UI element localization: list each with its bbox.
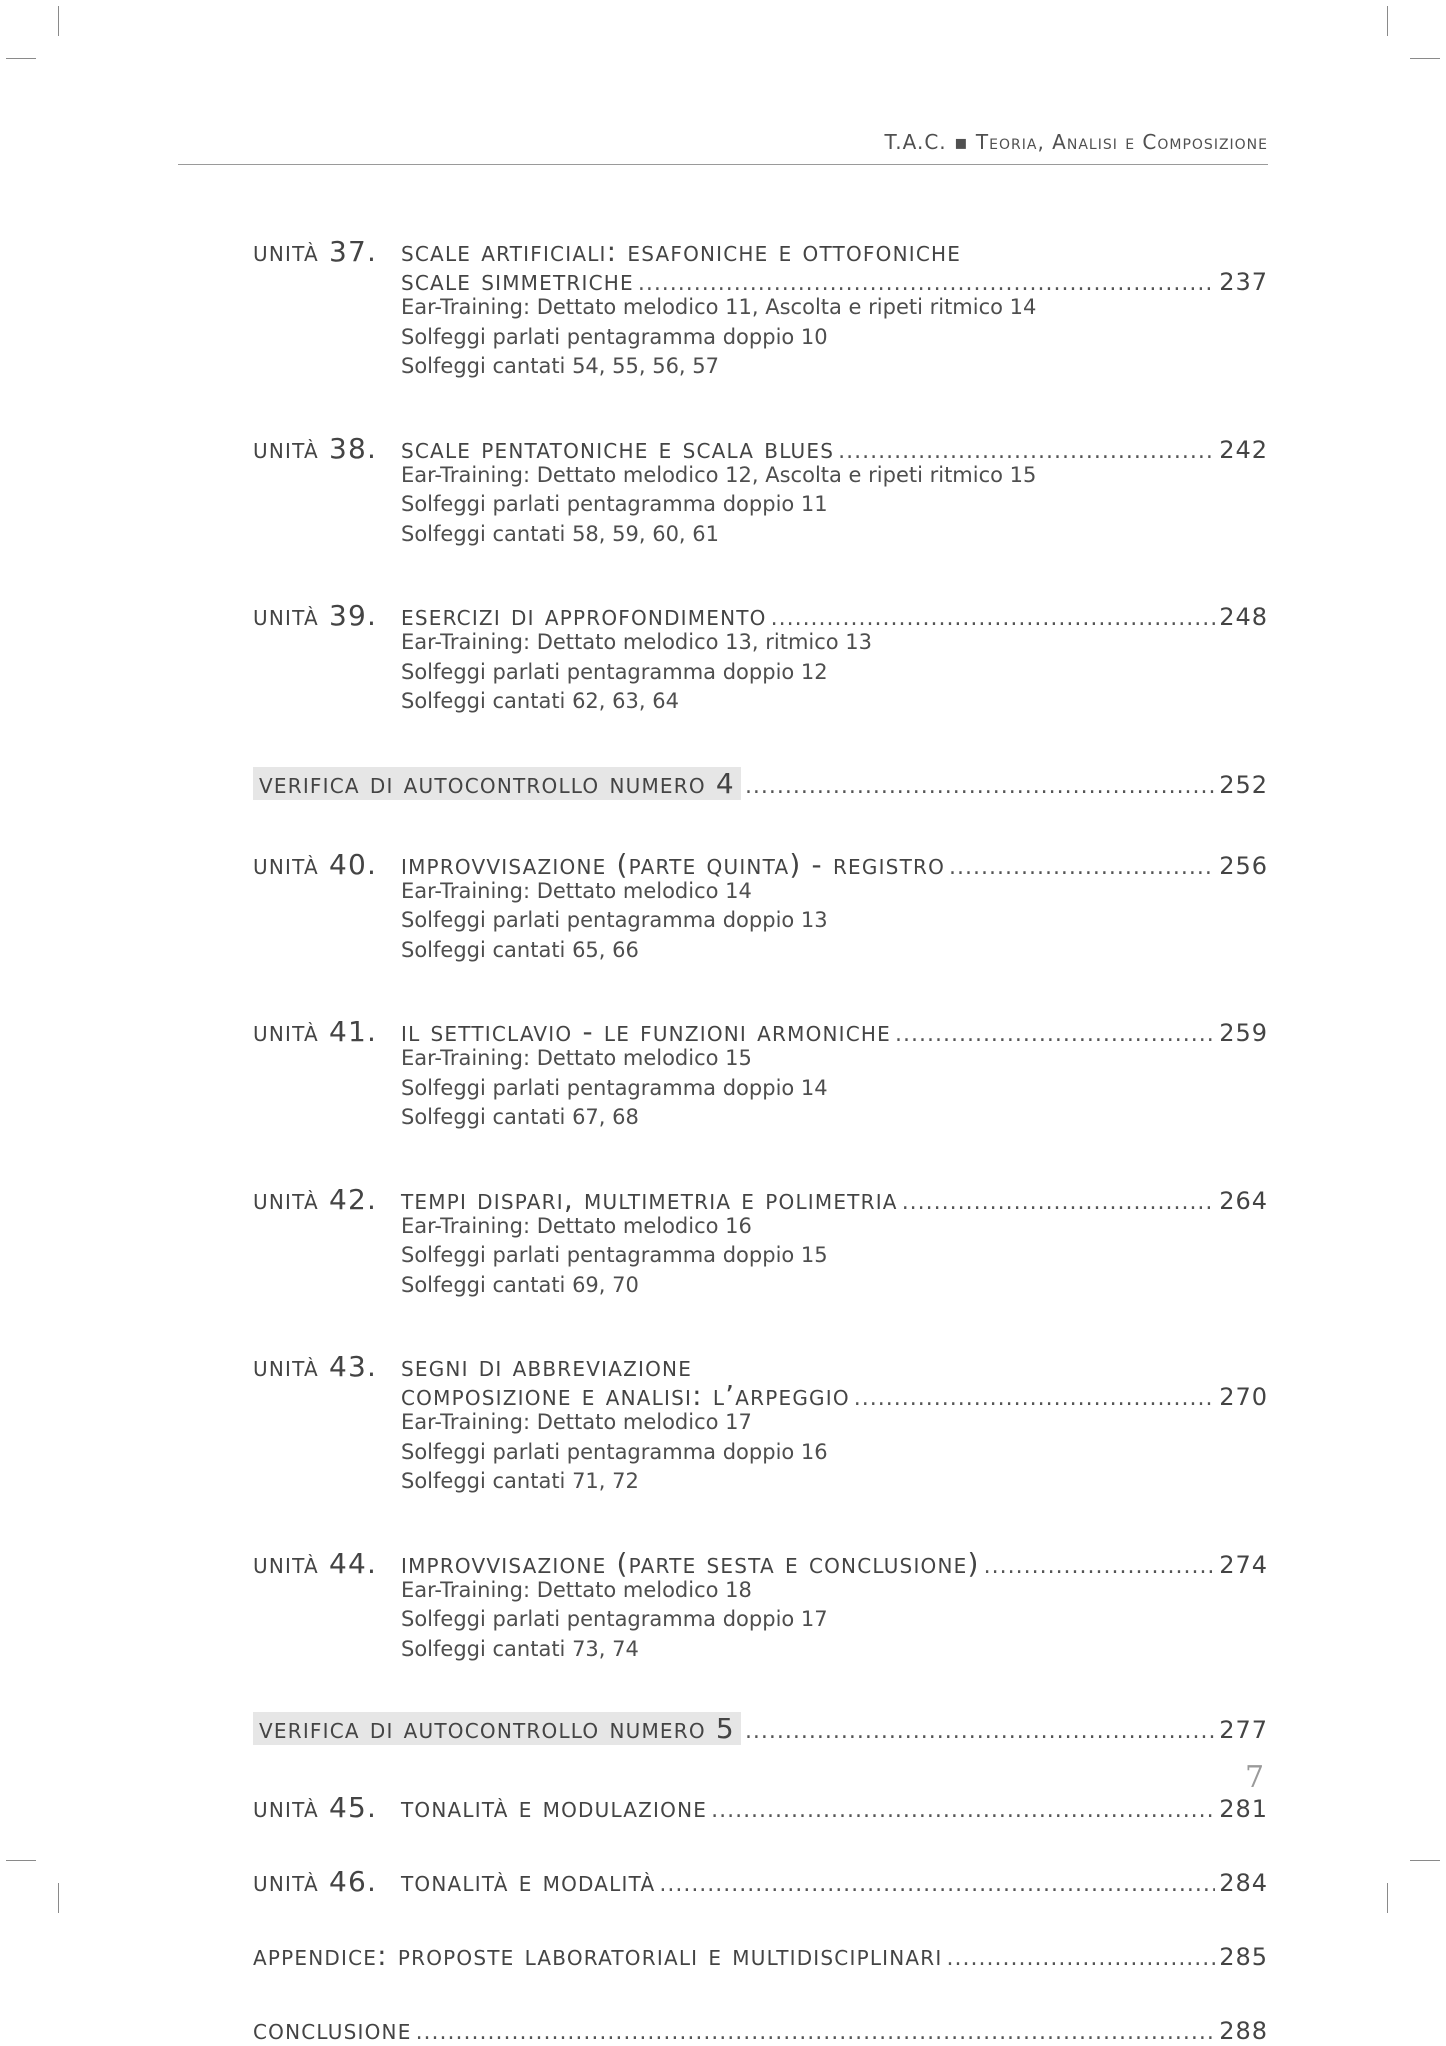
page-ref: 277 bbox=[1219, 1716, 1268, 1744]
page-ref: 259 bbox=[1219, 1019, 1268, 1047]
page-ref: 284 bbox=[1219, 1869, 1268, 1897]
unit-title: tonalità e modalità bbox=[401, 1865, 656, 1898]
unit-title: improvvisazione (parte quinta) - registro bbox=[401, 847, 946, 881]
unit-number: unità 38. bbox=[253, 431, 378, 465]
verification-title: verifica di autocontrollo numero 5 bbox=[253, 1712, 741, 1745]
toc-entry bbox=[253, 848, 1268, 966]
exercise-line: Solfeggi parlati pentagramma doppio 12 bbox=[401, 659, 828, 684]
exercise-line: Solfeggi cantati 54, 55, 56, 57 bbox=[401, 354, 720, 378]
exercise-line: Solfeggi parlati pentagramma doppio 14 bbox=[401, 1075, 828, 1100]
dot-leader bbox=[745, 774, 1215, 799]
dot-leader bbox=[838, 439, 1215, 464]
dot-leader bbox=[659, 1872, 1215, 1897]
toc-entry bbox=[253, 432, 1268, 550]
toc-entry bbox=[253, 1015, 1268, 1133]
exercise-line: Ear-Training: Dettato melodico 16 bbox=[401, 1213, 752, 1238]
page-ref: 288 bbox=[1219, 2017, 1268, 2045]
dot-leader bbox=[949, 855, 1215, 880]
unit-title: scale pentatoniche e scala blues bbox=[401, 431, 835, 465]
exercise-line: Solfeggi parlati pentagramma doppio 17 bbox=[401, 1607, 828, 1631]
toc-entry-heading-line bbox=[253, 1865, 1268, 1898]
unit-number: unità 46. bbox=[253, 1865, 378, 1898]
page-ref: 237 bbox=[1219, 268, 1268, 296]
exercise-line: Solfeggi cantati 69, 70 bbox=[401, 1272, 639, 1297]
exercise-line: Ear-Training: Dettato melodico 13, ritmico 13 bbox=[401, 630, 873, 654]
unit-number: unità 37. bbox=[253, 235, 378, 268]
page-ref: 256 bbox=[1219, 851, 1268, 880]
table-of-contents bbox=[253, 235, 1268, 2046]
unit-title: improvvisazione (parte sesta e conclusione) bbox=[401, 1546, 980, 1580]
toc-entry-heading-line bbox=[253, 1546, 1268, 1580]
crop-mark bbox=[1410, 58, 1440, 59]
crop-mark bbox=[1410, 1860, 1440, 1861]
crop-mark bbox=[1387, 6, 1388, 36]
dot-leader bbox=[771, 606, 1216, 631]
page-ref: 242 bbox=[1219, 435, 1268, 464]
unit-number: unità 44. bbox=[253, 1546, 378, 1580]
page-ref: 252 bbox=[1219, 770, 1268, 799]
dot-leader bbox=[711, 1798, 1215, 1823]
dot-leader bbox=[745, 1719, 1215, 1744]
toc-entry-heading-line bbox=[253, 599, 1268, 632]
toc-entry-heading-line bbox=[253, 431, 1268, 465]
toc-entry bbox=[253, 1712, 1268, 1745]
dot-leader bbox=[854, 1386, 1215, 1411]
dot-leader bbox=[416, 2020, 1216, 2045]
exercise-line: Solfeggi cantati 58, 59, 60, 61 bbox=[401, 521, 720, 546]
unit-number: unità 41. bbox=[253, 1015, 378, 1048]
toc-entry bbox=[253, 1183, 1268, 1301]
page-ref: 264 bbox=[1219, 1186, 1268, 1215]
toc-entry bbox=[253, 1547, 1268, 1665]
verification-title: verifica di autocontrollo numero 4 bbox=[253, 767, 741, 800]
toc-entry-heading-line bbox=[253, 1182, 1268, 1216]
unit-number: unità 45. bbox=[253, 1791, 378, 1824]
unit-number: unità 42. bbox=[253, 1182, 378, 1216]
header-rule bbox=[178, 164, 1268, 165]
page-ref: 248 bbox=[1219, 603, 1268, 631]
dot-leader bbox=[902, 1190, 1216, 1215]
exercise-line: Ear-Training: Dettato melodico 14 bbox=[401, 878, 752, 903]
toc-entry bbox=[253, 1939, 1268, 1972]
unit-title: tonalità e modulazione bbox=[401, 1791, 708, 1824]
unit-title: il setticlavio - le funzioni armoniche bbox=[401, 1015, 892, 1048]
toc-entry-heading-line bbox=[253, 766, 1268, 800]
toc-entry bbox=[253, 235, 1268, 382]
exercise-line: Solfeggi cantati 62, 63, 64 bbox=[401, 689, 679, 713]
crop-mark bbox=[58, 6, 59, 36]
exercise-line: Ear-Training: Dettato melodico 18 bbox=[401, 1577, 752, 1602]
crop-mark bbox=[1387, 1883, 1388, 1913]
exercise-line: Ear-Training: Dettato melodico 12, Ascolta e ripeti ritmico 15 bbox=[401, 462, 1037, 487]
dot-leader bbox=[984, 1554, 1216, 1579]
exercise-line: Ear-Training: Dettato melodico 15 bbox=[401, 1046, 752, 1070]
toc-entry-heading-line bbox=[253, 235, 1268, 268]
toc-entry bbox=[253, 1865, 1268, 1898]
unit-title: segni di abbreviazione bbox=[401, 1350, 693, 1383]
unit-title: conclusione bbox=[253, 2013, 412, 2046]
toc-entry-heading-line bbox=[253, 1939, 1268, 1972]
toc-entry bbox=[253, 2013, 1268, 2046]
unit-number: unità 39. bbox=[253, 599, 378, 632]
page-ref: 285 bbox=[1219, 1943, 1268, 1971]
toc-entry-heading-line bbox=[253, 1015, 1268, 1048]
toc-entry-heading-line bbox=[253, 1712, 1268, 1745]
toc-entry-heading-line bbox=[253, 847, 1268, 881]
dot-leader bbox=[947, 1946, 1216, 1971]
exercise-line: Solfeggi cantati 67, 68 bbox=[401, 1105, 639, 1129]
toc-entry bbox=[253, 766, 1268, 800]
unit-title: tempi dispari, multimetria e polimetria bbox=[401, 1182, 898, 1216]
toc-entry-heading-line bbox=[253, 264, 1268, 297]
page-ref: 274 bbox=[1219, 1550, 1268, 1579]
crop-mark bbox=[58, 1883, 59, 1913]
unit-title: scale simmetriche bbox=[401, 264, 634, 297]
toc-entry-heading-line bbox=[253, 1379, 1268, 1412]
toc-entry bbox=[253, 1350, 1268, 1497]
page-ref: 270 bbox=[1219, 1383, 1268, 1411]
unit-title: composizione e analisi: l’arpeggio bbox=[401, 1379, 850, 1412]
exercise-line: Solfeggi cantati 73, 74 bbox=[401, 1636, 639, 1661]
page-number: 7 bbox=[1245, 1760, 1265, 1795]
exercise-line: Solfeggi parlati pentagramma doppio 15 bbox=[401, 1243, 828, 1267]
exercise-line: Solfeggi parlati pentagramma doppio 11 bbox=[401, 492, 828, 516]
exercise-line: Solfeggi parlati pentagramma doppio 10 bbox=[401, 324, 828, 349]
exercise-line: Solfeggi parlati pentagramma doppio 13 bbox=[401, 908, 828, 932]
exercise-line: Solfeggi parlati pentagramma doppio 16 bbox=[401, 1439, 828, 1464]
unit-number: unità 40. bbox=[253, 847, 378, 881]
running-header: T.A.C. ▪ Teoria, Analisi e Composizione bbox=[884, 130, 1268, 154]
exercise-line: Solfeggi cantati 65, 66 bbox=[401, 937, 639, 962]
toc-entry-heading-line bbox=[253, 2013, 1268, 2046]
page-ref: 281 bbox=[1219, 1795, 1268, 1823]
unit-number: unità 43. bbox=[253, 1350, 378, 1383]
unit-title: esercizi di approfondimento bbox=[401, 599, 767, 632]
exercise-line: Ear-Training: Dettato melodico 17 bbox=[401, 1410, 752, 1434]
unit-title: appendice: proposte laboratoriali e multidisciplinari bbox=[253, 1939, 943, 1972]
dot-leader bbox=[638, 271, 1215, 296]
unit-title: scale artificiali: esafoniche e ottofoniche bbox=[401, 235, 962, 268]
crop-mark bbox=[6, 1860, 36, 1861]
toc-entry-heading-line bbox=[253, 1350, 1268, 1383]
toc-entry bbox=[253, 599, 1268, 717]
toc-entry bbox=[253, 1791, 1268, 1824]
exercise-line: Solfeggi cantati 71, 72 bbox=[401, 1469, 639, 1493]
toc-entry-heading-line bbox=[253, 1791, 1268, 1824]
dot-leader bbox=[895, 1022, 1215, 1047]
crop-mark bbox=[6, 58, 36, 59]
exercise-line: Ear-Training: Dettato melodico 11, Ascolta e ripeti ritmico 14 bbox=[401, 295, 1037, 319]
